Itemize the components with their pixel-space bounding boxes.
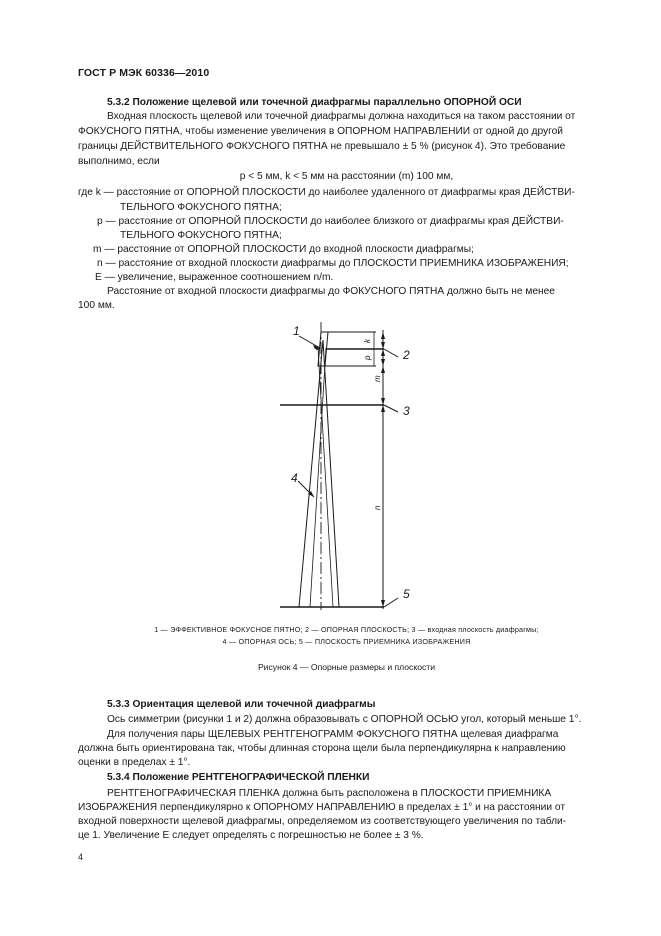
figure-caption: Рисунок 4 — Опорные размеры и плоскости — [257, 662, 436, 672]
s534-para1-line4: це 1. Увеличение E следует определять с погрешностью не более ± 3 %. — [78, 830, 424, 841]
s534-para1-line2: ИЗОБРАЖЕНИЯ перпендикулярно к ОПОРНОМУ НАПРАВЛЕНИЮ в пределах ± 1° и на расстоянии от — [78, 802, 565, 813]
s534-para1-line1: РЕНТГЕНОГРАФИЧЕСКАЯ ПЛЕНКА должна быть расположена в ПЛОСКОСТИ ПРИЕМНИКА — [107, 788, 552, 799]
figure-legend-line1: 1 — ЭФФЕКТИВНОЕ ФОКУСНОЕ ПЯТНО; 2 — ОПОРНАЯ ПЛОСКОСТЬ; 3 — входная плоскость диафрагмы; — [154, 625, 539, 634]
arrow-n-top — [381, 405, 385, 412]
label-4: 4 — [291, 471, 298, 485]
definition-m: m — расстояние от ОПОРНОЙ ПЛОСКОСТИ до входной плоскости диафрагмы; — [93, 244, 474, 255]
arrow-p-bottom — [381, 359, 385, 366]
s532-para2-line1: Расстояние от входной плоскости диафрагмы до ФОКУСНОГО ПЯТНА должно быть не менее — [107, 286, 555, 297]
s534-para1-line3: входной поверхности щелевой диафрагмы, определяемом из соответствующего увеличения по табли- — [78, 816, 567, 827]
focal-spot-shape — [318, 332, 328, 366]
leader-1 — [299, 336, 320, 348]
definition-p-line2: ТЕЛЬНОГО ФОКУСНОГО ПЯТНА; — [120, 230, 282, 241]
s532-para2-line2: 100 мм. — [78, 300, 115, 311]
leader-2 — [384, 349, 398, 357]
definition-k-line2: ТЕЛЬНОГО ФОКУСНОГО ПЯТНА; — [120, 202, 282, 213]
dim-k: k — [363, 339, 372, 343]
definition-k-line1: где k — расстояние от ОПОРНОЙ ПЛОСКОСТИ до наиболее удаленного от диафрагмы края ДЕЙСТВИ- — [78, 187, 575, 198]
leader-3 — [384, 405, 398, 412]
label-2: 2 — [403, 348, 410, 362]
arrow-k-bottom — [381, 342, 385, 349]
dim-p: p — [363, 355, 372, 360]
figure-legend-line2: 4 — ОПОРНАЯ ОСЬ; 5 — ПЛОСКОСТЬ ПРИЕМНИКА ИЗОБРАЖЕНИЯ — [222, 637, 471, 646]
section-5-3-3-heading: 5.3.3 Ориентация щелевой или точечной диафрагмы — [107, 699, 376, 710]
s532-para1-line2: ФОКУСНОГО ПЯТНА, чтобы изменение увеличения в ОПОРНОМ НАПРАВЛЕНИИ от одной до другой — [78, 126, 563, 137]
beam-right-inner — [310, 348, 326, 607]
dim-m: m — [373, 375, 382, 382]
figure-4-diagram — [270, 318, 430, 618]
s532-para1-line4: выполнимо, если — [78, 156, 160, 167]
definition-n: n — расстояние от входной плоскости диафрагмы до ПЛОСКОСТИ ПРИЕМНИКА ИЗОБРАЖЕНИЯ; — [97, 258, 569, 269]
s533-para2-line2: должна быть ориентирована так, чтобы длинная сторона щели была перпендикулярна к направлению — [78, 743, 566, 754]
label-1: 1 — [293, 324, 300, 338]
section-5-3-4-heading: 5.3.4 Положение РЕНТГЕНОГРАФИЧЕСКОЙ ПЛЕНКИ — [107, 772, 370, 783]
arrow-m-top — [381, 366, 385, 373]
formula: p < 5 мм, k < 5 мм на расстоянии (m) 100 мм, — [239, 171, 454, 182]
leader-5 — [384, 598, 398, 607]
document-header: ГОСТ Р МЭК 60336—2010 — [78, 67, 210, 79]
dim-n: n — [373, 505, 382, 510]
section-5-3-2-heading: 5.3.2 Положение щелевой или точечной диафрагмы параллельно ОПОРНОЙ ОСИ — [107, 97, 522, 108]
definition-E: E — увеличение, выраженное соотношением n/m. — [95, 272, 334, 283]
arrow-n-bottom — [381, 600, 385, 607]
label-5: 5 — [403, 587, 410, 601]
arrow-p-top — [381, 349, 385, 356]
beam-left-outer — [299, 340, 323, 607]
definition-p-line1: p — расстояние от ОПОРНОЙ ПЛОСКОСТИ до наиболее близкого от диафрагмы края ДЕЙСТВИ- — [97, 216, 564, 227]
label-3: 3 — [403, 404, 410, 418]
page-number: 4 — [78, 852, 84, 862]
s533-para1: Ось симметрии (рисунки 1 и 2) должна образовывать с ОПОРНОЙ ОСЬЮ угол, который меньше 1°. — [107, 714, 582, 725]
arrow-m-bottom — [381, 398, 385, 405]
arrow-k-top — [381, 332, 385, 339]
s533-para2-line3: оценки в пределах ± 1°. — [78, 757, 191, 768]
s533-para2-line1: Для получения пары ЩЕЛЕВЫХ РЕНТГЕНОГРАММ ФОКУСНОГО ПЯТНА щелевая диафрагма — [107, 729, 559, 740]
s532-para1-line3: границы ДЕЙСТВИТЕЛЬНОГО ФОКУСНОГО ПЯТНА не превышало ± 5 % (рисунок 4). Это требование — [78, 141, 566, 152]
s532-para1-line1: Входная плоскость щелевой или точечной диафрагмы должна находиться на таком расстоянии от — [107, 111, 576, 122]
